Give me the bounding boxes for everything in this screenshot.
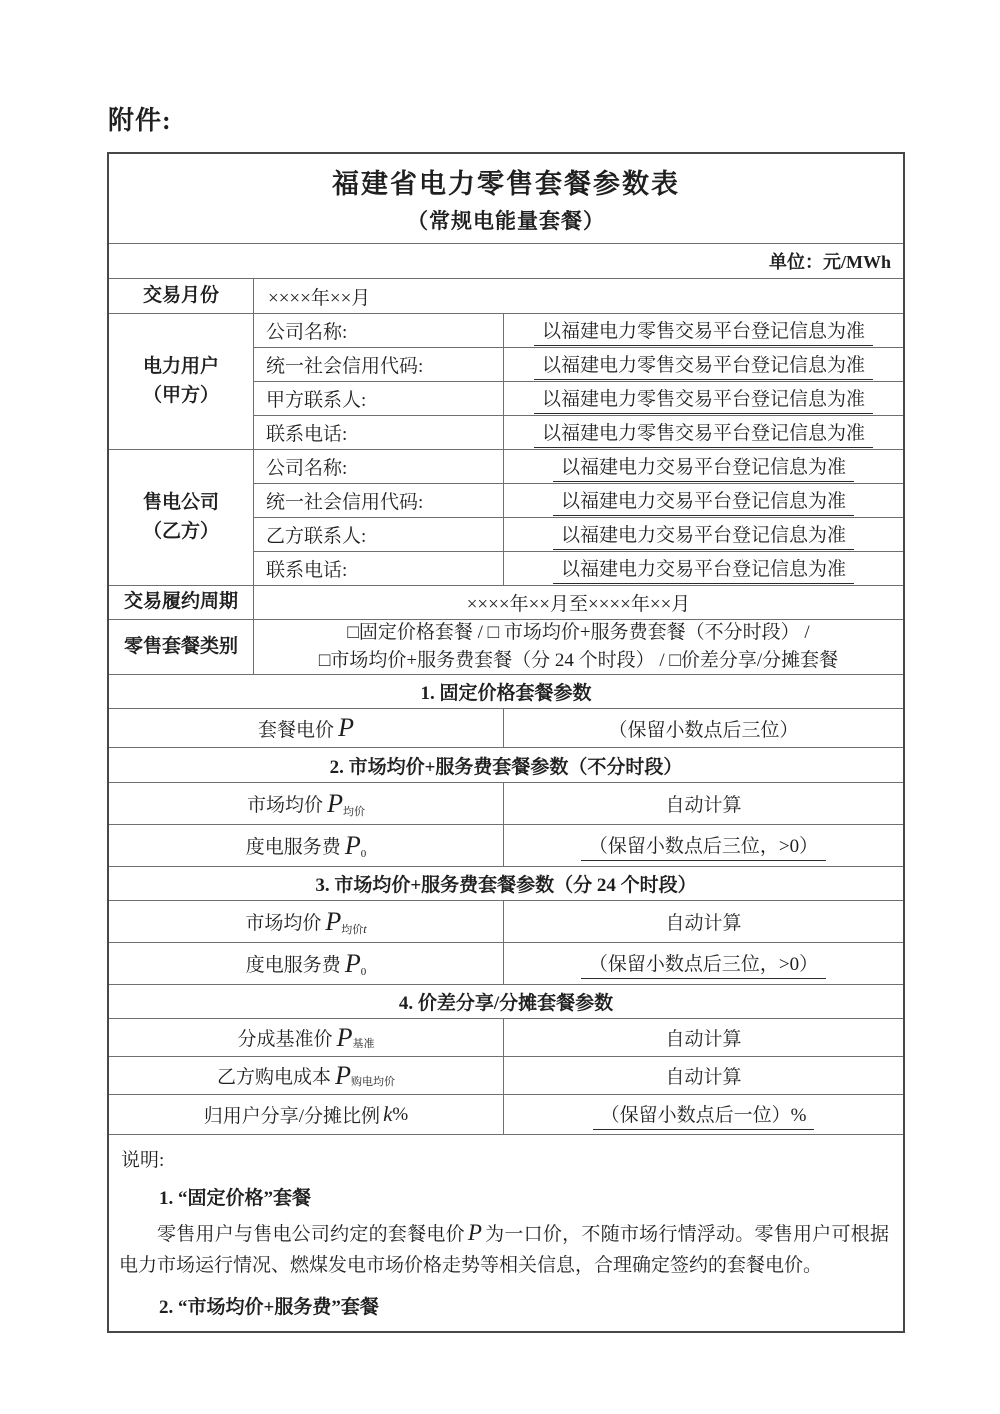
table-title: 福建省电力零售套餐参数表 xyxy=(332,169,680,199)
trade-month-value: ××××年××月 xyxy=(268,287,371,309)
formula-symbol: P xyxy=(335,1060,351,1090)
param-label: 归用户分享/分摊比例 k % xyxy=(109,1095,504,1134)
category-options-line2: □市场均价+服务费套餐（分 24 个时段） / □价差分享/分摊套餐 xyxy=(318,650,839,671)
param-value: （保留小数点后三位，>0） xyxy=(504,943,903,984)
section-header-3: 3. 市场均价+服务费套餐参数（分 24 个时段） xyxy=(109,867,903,901)
section-header-4: 4. 价差分享/分摊套餐参数 xyxy=(109,985,903,1019)
formula-symbol: P xyxy=(327,788,343,818)
notes-item1-text: 零售用户与售电公司约定的套餐电价 P 为一口价，不随市场行情浮动。零售用户可根据电力市场运行情况、燃煤发电市场价格走势等相关信息，合理确定签约的套餐电价。 xyxy=(119,1220,889,1276)
notes-item1-title: 1. “固定价格”套餐 xyxy=(159,1188,312,1209)
field-label: 乙方联系人: xyxy=(254,518,504,551)
notes-heading: 说明: xyxy=(121,1150,165,1171)
unit-row xyxy=(109,244,903,279)
category-options-line1: □固定价格套餐 / □ 市场均价+服务费套餐（不分时段） / xyxy=(347,621,810,643)
period-row xyxy=(109,586,903,620)
table-row xyxy=(254,314,903,348)
field-label: 统一社会信用代码: xyxy=(254,484,504,517)
party-a-label xyxy=(109,314,254,449)
param-row-base-price xyxy=(109,1019,903,1057)
field-label: 统一社会信用代码: xyxy=(254,348,504,381)
field-value: 以福建电力交易平台登记信息为准 xyxy=(504,450,903,483)
formula-symbol: P xyxy=(467,1220,482,1245)
party-b-label xyxy=(109,450,254,585)
formula-symbol: k xyxy=(383,1102,393,1126)
period-value: ××××年××月至××××年××月 xyxy=(466,594,691,615)
party-b-name: 售电公司 xyxy=(142,492,219,513)
party-b-group xyxy=(109,450,903,586)
field-label: 甲方联系人: xyxy=(254,382,504,415)
section-header-1: 1. 固定价格套餐参数 xyxy=(109,675,903,709)
param-label: 乙方购电成本 P 购电均价 xyxy=(109,1057,504,1094)
notes-item2-title: 2. “市场均价+服务费”套餐 xyxy=(159,1297,379,1318)
param-label: 度电服务费 P 0 xyxy=(109,943,504,984)
trade-month-label: 交易月份 xyxy=(109,279,254,313)
party-a-name: 电力用户 xyxy=(142,356,219,377)
party-a-fields xyxy=(254,314,903,449)
table-row xyxy=(254,484,903,518)
field-value: 以福建电力零售交易平台登记信息为准 xyxy=(504,348,903,381)
param-label: 分成基准价 P 基准 xyxy=(109,1019,504,1056)
table-row xyxy=(254,552,903,585)
param-row-share-ratio xyxy=(109,1095,903,1135)
param-value: 自动计算 xyxy=(665,795,742,816)
field-label: 联系电话: xyxy=(254,416,504,449)
notes-block xyxy=(109,1135,903,1331)
param-value: 自动计算 xyxy=(665,1067,742,1088)
party-a-group xyxy=(109,314,903,450)
period-label: 交易履约周期 xyxy=(109,586,254,619)
category-row xyxy=(109,620,903,675)
formula-symbol: P xyxy=(336,1022,353,1052)
field-value: 以福建电力交易平台登记信息为准 xyxy=(504,518,903,551)
party-b-role: （乙方） xyxy=(142,520,219,542)
param-row-service-fee-2 xyxy=(109,943,903,985)
formula-symbol: P xyxy=(338,713,354,742)
param-row-purchase-cost xyxy=(109,1057,903,1095)
trade-month-row xyxy=(109,279,903,314)
field-value: 以福建电力零售交易平台登记信息为准 xyxy=(504,416,903,449)
category-label: 零售套餐类别 xyxy=(109,620,254,674)
category-options xyxy=(254,620,903,674)
formula-symbol: P xyxy=(344,948,361,978)
table-row xyxy=(254,450,903,484)
param-label: 市场均价 P 均价t xyxy=(109,901,504,942)
param-row-package-price xyxy=(109,709,903,748)
param-label: 度电服务费 P 0 xyxy=(109,825,504,866)
section-header-2: 2. 市场均价+服务费套餐参数（不分时段） xyxy=(109,748,903,783)
parameter-table xyxy=(107,152,905,1333)
param-value: 自动计算 xyxy=(665,913,742,934)
attachment-label: 附件: xyxy=(108,106,172,135)
field-value: 以福建电力交易平台登记信息为准 xyxy=(504,552,903,585)
param-value: （保留小数点后三位） xyxy=(608,719,799,741)
table-row xyxy=(254,348,903,382)
party-b-fields xyxy=(254,450,903,585)
table-row xyxy=(254,518,903,552)
field-value: 以福建电力交易平台登记信息为准 xyxy=(504,484,903,517)
table-subtitle: （常规电能量套餐） xyxy=(407,209,605,233)
field-label: 公司名称: xyxy=(254,450,504,483)
param-row-market-avg-t xyxy=(109,901,903,943)
table-title-block xyxy=(109,154,903,244)
param-value: 自动计算 xyxy=(665,1029,742,1050)
param-value: （保留小数点后一位）% xyxy=(504,1095,903,1134)
formula-symbol: P xyxy=(325,906,342,936)
param-label: 市场均价 P 均价 xyxy=(109,783,504,824)
field-label: 公司名称: xyxy=(254,314,504,347)
table-row xyxy=(254,382,903,416)
formula-symbol: P xyxy=(344,830,361,860)
param-row-service-fee xyxy=(109,825,903,867)
field-value: 以福建电力零售交易平台登记信息为准 xyxy=(504,314,903,347)
table-row xyxy=(254,416,903,449)
param-label: 套餐电价 P xyxy=(109,709,504,747)
party-a-role: （甲方） xyxy=(142,384,219,406)
unit-label: 单位：元/MWh xyxy=(768,252,891,272)
field-label: 联系电话: xyxy=(254,552,504,585)
field-value: 以福建电力零售交易平台登记信息为准 xyxy=(504,382,903,415)
param-value: （保留小数点后三位，>0） xyxy=(504,825,903,866)
param-row-market-avg xyxy=(109,783,903,825)
